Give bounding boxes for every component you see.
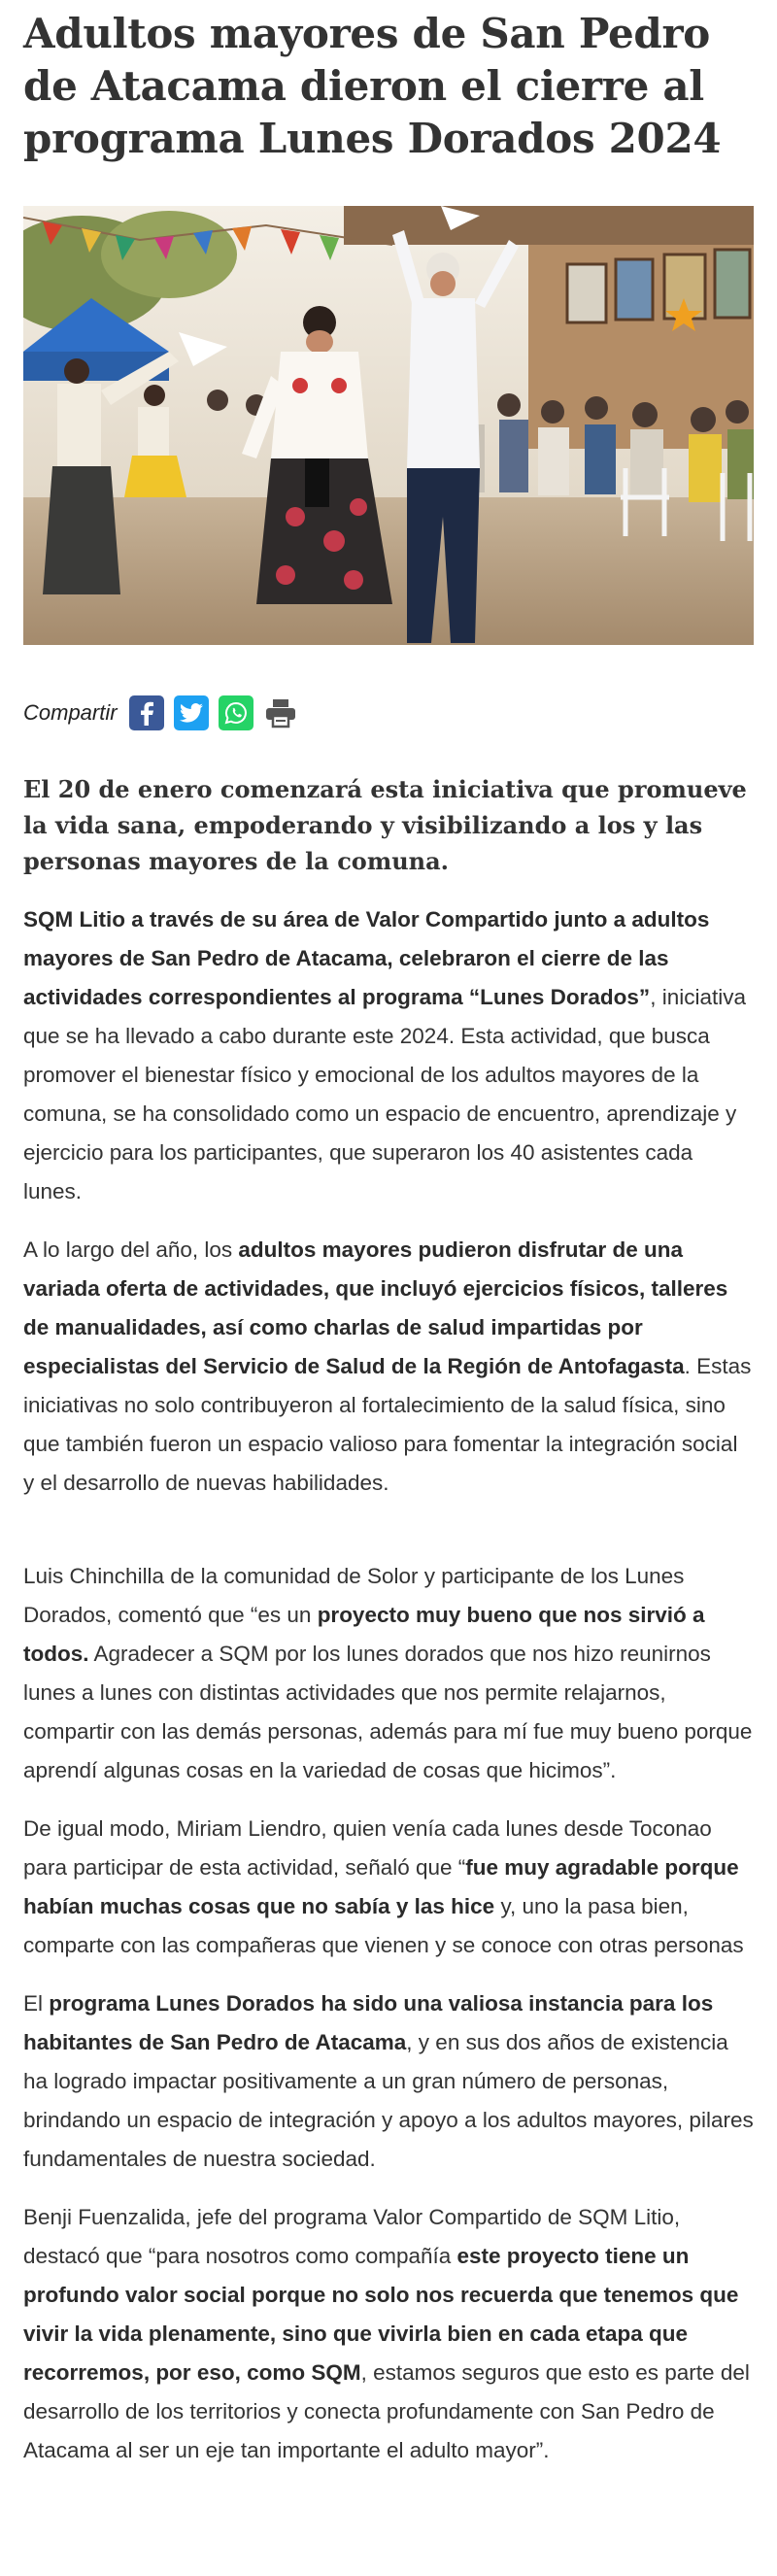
paragraph-2 <box>23 1231 754 1503</box>
whatsapp-share-button[interactable] <box>219 695 253 730</box>
p5-bold-1: programa Lunes Dorados ha sido una valiosa instancia para los habitantes de San Pedro de Atacama <box>23 1991 714 2054</box>
hero-photo <box>23 206 754 645</box>
paragraph-4 <box>23 1810 754 1965</box>
p2-text-1: A lo largo del año, los <box>23 1237 239 1262</box>
p4-text-2: y, uno la pasa bien, comparte con las compañeras que vienen y se conoce con otras personas <box>23 1894 744 1957</box>
twitter-icon <box>180 703 203 723</box>
facebook-share-button[interactable] <box>129 695 164 730</box>
article-title: Adultos mayores de San Pedro de Atacama dieron el cierre al programa Lunes Dorados 2024 <box>23 10 722 162</box>
p4-text-1: De igual modo, Miriam Liendro, quien venía cada lunes desde Toconao para participar de esta actividad, señaló que “ <box>23 1816 712 1880</box>
p3-bold-1: proyecto muy bueno que nos sirvió a todos. <box>23 1603 705 1666</box>
p4-bold-1: fue muy agradable porque habían muchas cosas que no sabía y las hice <box>23 1855 739 1918</box>
twitter-share-button[interactable] <box>174 695 209 730</box>
p2-bold-1: adultos mayores pudieron disfrutar de una variada oferta de actividades, que incluyó ejercicios físicos, talleres de manualidades, así como charlas de salud impartidas por especialistas del Servicio de Salud de la Región de Antofagasta <box>23 1237 728 1378</box>
paragraph-6 <box>23 2198 754 2470</box>
p5-text-1: El <box>23 1991 50 2016</box>
p6-text-2: , estamos seguros que esto es parte del desarrollo de los territorios y conecta profundamente con San Pedro de Atacama al ser un eje tan importante el adulto mayor”. <box>23 2360 750 2462</box>
p1-text-1: , iniciativa que se ha llevado a cabo durante este 2024. Esta actividad, que busca promover el bienestar físico y emocional de los adultos mayores de la comuna, se ha consolidado como un espacio de encuentro, aprendizaje y ejercicio para los participantes, que superaron los 40 asistentes cada lunes. <box>23 985 746 1203</box>
share-label: Compartir <box>23 700 118 725</box>
p6-bold-1: este proyecto tiene un profundo valor social porque no solo nos recuerda que tenemos que vivir la vida plenamente, sino que vivirla bien en cada etapa que recorremos, por eso, como SQM <box>23 2244 739 2385</box>
p3-text-2: Agradecer a SQM por los lunes dorados que nos hizo reunirnos lunes a lunes con distintas actividades que nos permite relajarnos, compartir con las demás personas, además para mí fue muy bueno porque aprendí algunas cosas en la variedad de cosas que hicimos”. <box>23 1642 753 1782</box>
paragraph-5 <box>23 1984 754 2179</box>
paragraph-1 <box>23 900 754 1211</box>
share-bar <box>23 694 754 732</box>
paragraph-3 <box>23 1557 754 1790</box>
whatsapp-icon <box>224 701 248 725</box>
article-lead: El 20 de enero comenzará esta iniciativa que promueve la vida sana, empoderando y visibilizando a los y las personas mayores de la comuna. <box>23 775 747 875</box>
p3-text-1: Luis Chinchilla de la comunidad de Solor y participante de los Lunes Dorados, comentó que “es un <box>23 1564 685 1627</box>
p5-text-2: , y en sus dos años de existencia ha logrado impactar positivamente a un gran número de personas, brindando un espacio de integración y apoyo a los adultos mayores, pilares fundamentales de nuestra sociedad. <box>23 2030 754 2171</box>
p2-text-2: . Estas iniciativas no solo contribuyeron al fortalecimiento de la salud física, sino que también fueron un espacio valioso para fomentar la integración social y el desarrollo de nuevas habilidades. <box>23 1354 752 1495</box>
p1-bold-1: SQM Litio a través de su área de Valor Compartido junto a adultos mayores de San Pedro de Atacama, celebraron el cierre de las actividades correspondientes al programa “Lunes Dorados” <box>23 907 710 1009</box>
printer-icon <box>264 697 297 729</box>
print-button[interactable] <box>263 695 298 730</box>
facebook-icon <box>136 700 157 726</box>
p6-text-1: Benji Fuenzalida, jefe del programa Valor Compartido de SQM Litio, destacó que “para nosotros como compañía <box>23 2205 681 2268</box>
